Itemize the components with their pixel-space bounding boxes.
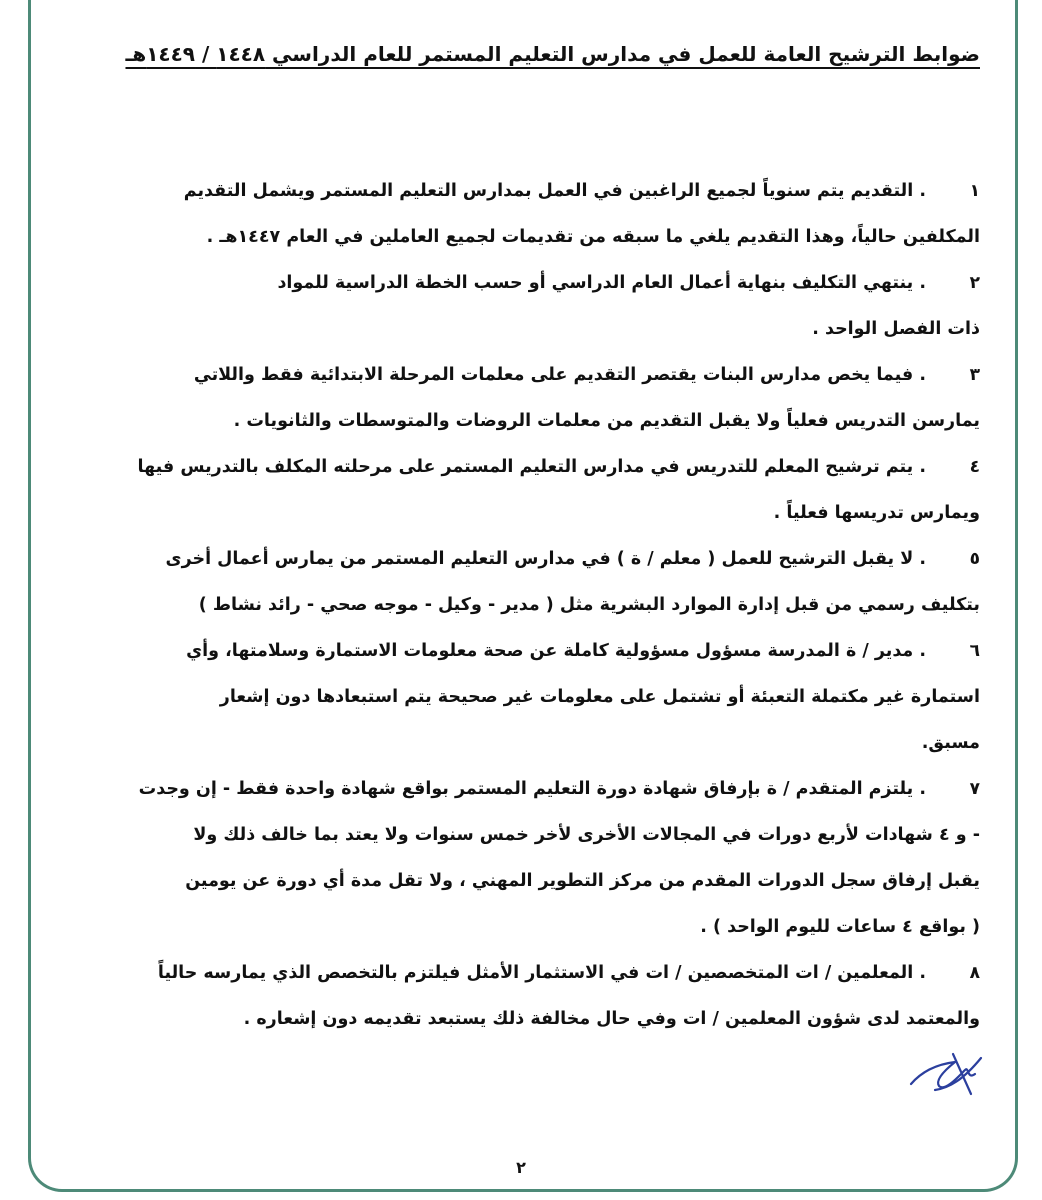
item-text-line: يمارسن التدريس فعلياً ولا يقبل التقديم من معلمات الروضات والمتوسطات والثانويات . [233, 411, 980, 431]
item-number: ٥ [969, 549, 980, 569]
list-item [62, 260, 980, 352]
item-text-line: ويمارس تدريسها فعلياً . [773, 503, 980, 523]
list-item [62, 536, 980, 628]
item-text-line: المكلفين حالياً، وهذا التقديم يلغي ما سبقه من تقديمات لجميع العاملين في العام ١٤٤٧هـ . [206, 227, 980, 247]
item-number: ٣ [969, 365, 980, 385]
item-text-line: يقبل إرفاق سجل الدورات المقدم من مركز التطوير المهني ، ولا تقل مدة أي دورة عن يومين [185, 871, 980, 891]
item-text-line: استمارة غير مكتملة التعبئة أو تشتمل على معلومات غير صحيحة يتم استبعادها دون إشعار [219, 687, 980, 707]
list-item [62, 168, 980, 260]
item-number: ٢ [969, 273, 980, 293]
item-number: ٤ [969, 457, 980, 477]
list-item [62, 352, 980, 444]
item-text-line: بتكليف رسمي من قبل إدارة الموارد البشرية مثل ( مدير - وكيل - موجه صحي - رائد نشاط ) [198, 595, 980, 615]
item-text-line: . المعلمين / ات المتخصصين / ات في الاستثمار الأمثل فيلتزم بالتخصص الذي يمارسه حالياً [157, 963, 926, 983]
document-title: ضوابط الترشيح العامة للعمل في مدارس التعليم المستمر للعام الدراسي ١٤٤٨ / ١٤٤٩هـ [125, 42, 980, 66]
item-number: ١ [969, 181, 980, 201]
list-item [62, 628, 980, 766]
item-text-line: . مدير / ة المدرسة مسؤول مسؤولية كاملة عن صحة معلومات الاستمارة وسلامتها، وأي [186, 641, 926, 661]
item-text-line: . يلتزم المتقدم / ة بإرفاق شهادة دورة التعليم المستمر بواقع شهادة واحدة فقط - إن وجدت [138, 779, 926, 799]
item-number: ٧ [969, 779, 980, 799]
page-number: ٢ [516, 1158, 526, 1177]
item-text-line: . ينتهي التكليف بنهاية أعمال العام الدراسي أو حسب الخطة الدراسية للمواد [277, 273, 926, 293]
item-text-line: . التقديم يتم سنوياً لجميع الراغبين في العمل بمدارس التعليم المستمر ويشمل التقديم [183, 181, 926, 201]
item-text-line: . لا يقبل الترشيح للعمل ( معلم / ة ) في مدارس التعليم المستمر من يمارس أعمال أخرى [165, 549, 926, 569]
item-text-line: . يتم ترشيح المعلم للتدريس في مدارس التعليم المستمر على مرحلته المكلف بالتدريس فيها [137, 457, 926, 477]
item-text-line: ذات الفصل الواحد . [812, 319, 980, 339]
item-number: ٦ [969, 641, 980, 661]
item-text-line: مسبق. [921, 733, 980, 753]
item-text-line: والمعتمد لدى شؤون المعلمين / ات وفي حال مخالفة ذلك يستبعد تقديمه دون إشعاره . [243, 1009, 980, 1029]
signature-icon [905, 1040, 985, 1100]
item-text-line: . فيما يخص مدارس البنات يقتصر التقديم على معلمات المرحلة الابتدائية فقط واللاتي [193, 365, 926, 385]
item-text-line: ( بواقع ٤ ساعات لليوم الواحد ) . [700, 917, 980, 937]
list-item [62, 950, 980, 1042]
list-item [62, 444, 980, 536]
item-text-line: - و ٤ شهادات لأربع دورات في المجالات الأخرى لأخر خمس سنوات ولا يعتد بما خالف ذلك ولا [193, 825, 980, 845]
item-number: ٨ [969, 963, 980, 983]
rules-list [62, 168, 980, 1042]
list-item [62, 766, 980, 950]
